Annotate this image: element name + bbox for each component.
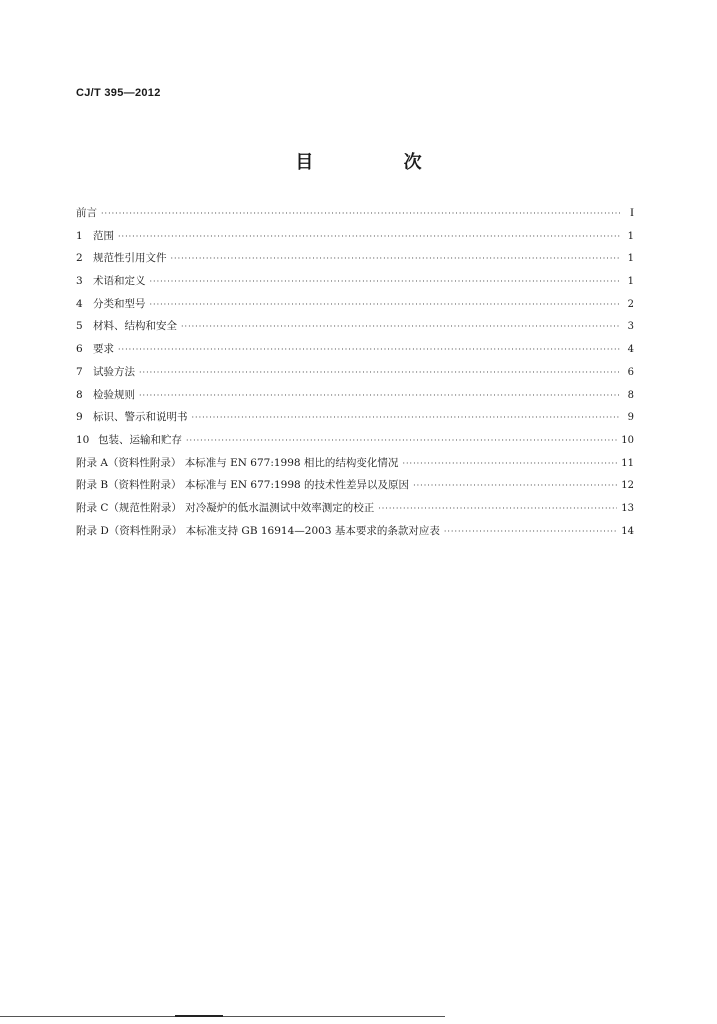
- toc-leader-dots: [171, 254, 621, 263]
- toc-page-number: 1: [627, 230, 634, 242]
- toc-entry-text: 材料、结构和安全: [93, 320, 177, 333]
- toc-entry-text: 附录 D（资料性附录） 本标准支持 GB 16914—2003 基本要求的条款对应表: [76, 524, 440, 537]
- toc-entry-text: 要求: [93, 343, 114, 356]
- toc-entry-number: 5: [76, 320, 83, 333]
- toc-entry-6[interactable]: [76, 341, 634, 364]
- toc-entry-number: 10: [76, 433, 90, 446]
- toc-entry-5[interactable]: [76, 318, 634, 341]
- toc-entry-number: 9: [76, 411, 83, 424]
- toc-leader-dots: [444, 527, 617, 536]
- toc-entry-foreword[interactable]: [76, 205, 634, 228]
- toc-entry-text: 标识、警示和说明书: [93, 411, 188, 424]
- toc-leader-dots: [139, 391, 620, 400]
- toc-entry-text: 包装、运输和贮存: [98, 433, 182, 446]
- footer-rule-accent: [175, 1015, 223, 1017]
- toc-entry-number: 3: [76, 275, 83, 288]
- toc-leader-dots: [118, 232, 620, 241]
- toc-page-number: 13: [621, 502, 634, 514]
- toc-page-number: 1: [627, 276, 634, 288]
- toc-page-number: 9: [627, 412, 634, 424]
- toc-leader-dots: [402, 459, 617, 468]
- toc-leader-dots: [413, 481, 617, 490]
- toc-entry-2[interactable]: [76, 250, 634, 273]
- toc-entry-number: 6: [76, 343, 83, 356]
- toc-page-number: 14: [621, 525, 634, 537]
- toc-entry-9[interactable]: [76, 409, 634, 432]
- toc-page-number: 12: [621, 480, 634, 492]
- toc-entry-text: 前言: [76, 207, 97, 219]
- toc-entry-text: 检验规则: [93, 388, 135, 401]
- toc-entry-1[interactable]: [76, 228, 634, 251]
- toc-page-number: 2: [627, 298, 634, 310]
- toc-entry-3[interactable]: [76, 273, 634, 296]
- toc-leader-dots: [181, 322, 620, 331]
- standard-code: CJ/T 395—2012: [76, 87, 161, 99]
- toc-leader-dots: [118, 345, 620, 354]
- toc-entry-text: 附录 B（资料性附录） 本标准与 EN 677:1998 的技术性差异以及原因: [76, 479, 410, 492]
- toc-entry-text: 规范性引用文件: [93, 252, 167, 265]
- toc-entry-number: 4: [76, 297, 83, 310]
- toc-entry-text: 附录 C（规范性附录） 对冷凝炉的低水温测试中效率测定的校正: [76, 501, 375, 514]
- toc-entry-text: 附录 A（资料性附录） 本标准与 EN 677:1998 相比的结构变化情况: [76, 456, 399, 469]
- toc-leader-dots: [150, 277, 621, 286]
- toc-page-number: 6: [627, 366, 634, 378]
- toc-entry-10[interactable]: [76, 432, 634, 455]
- toc-page-number: 4: [627, 344, 634, 356]
- toc-page-number: 3: [627, 321, 634, 333]
- toc-leader-dots: [186, 436, 617, 445]
- toc-page-number: 8: [627, 389, 634, 401]
- table-of-contents: [76, 205, 634, 545]
- toc-entry-7[interactable]: [76, 364, 634, 387]
- page-title: 目 次: [295, 152, 464, 173]
- toc-leader-dots: [378, 504, 617, 513]
- toc-page-number: 10: [621, 434, 634, 446]
- toc-entry-annex-c[interactable]: [76, 500, 634, 523]
- toc-entry-8[interactable]: [76, 387, 634, 410]
- toc-entry-number: 2: [76, 252, 83, 265]
- toc-leader-dots: [150, 300, 621, 309]
- toc-page-number: 1: [627, 253, 634, 265]
- toc-entry-number: 1: [76, 229, 83, 242]
- toc-page-number: 11: [621, 457, 634, 469]
- toc-entry-annex-a[interactable]: [76, 455, 634, 478]
- toc-entry-number: 8: [76, 388, 83, 401]
- toc-leader-dots: [101, 209, 620, 218]
- toc-entry-number: 7: [76, 365, 83, 378]
- toc-entry-annex-d[interactable]: [76, 523, 634, 546]
- toc-page-number: I: [630, 205, 634, 219]
- toc-leader-dots: [139, 368, 620, 377]
- toc-entry-text: 术语和定义: [93, 275, 146, 288]
- toc-entry-4[interactable]: [76, 296, 634, 319]
- toc-entry-text: 试验方法: [93, 365, 135, 378]
- toc-entry-text: 分类和型号: [93, 297, 146, 310]
- toc-entry-text: 范围: [93, 229, 114, 242]
- toc-entry-annex-b[interactable]: [76, 477, 634, 500]
- toc-leader-dots: [192, 413, 621, 422]
